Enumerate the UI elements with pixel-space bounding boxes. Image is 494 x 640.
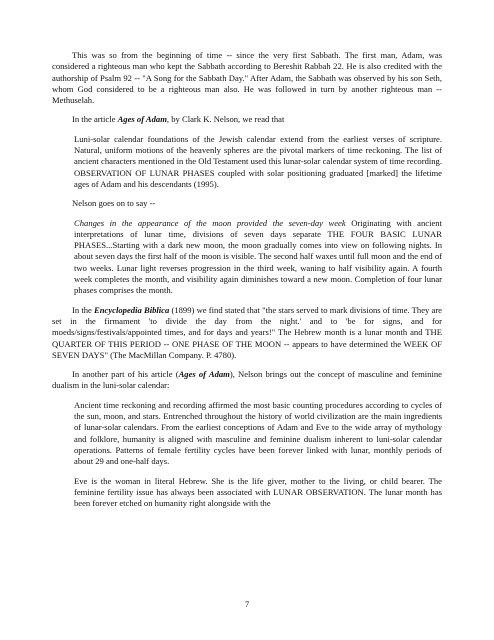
text-run: In another part of his article (: [72, 369, 179, 380]
page-number: 7: [244, 599, 250, 609]
paragraph-adam-sabbath: This was so from the beginning of time -- since the very first Sabbath. The first man, Adam, was considered a righteous man who kept the Sabbath according to Bereshit Rabbah 22. He is also credited with the authorship of Psalm 92 -- "A Song for the Sabbath Day." After Adam, the Sabbath was observed by his son Seth, whom God considered to be a righteous man also. He was followed in turn by another righteous man -- Methuselah.: [52, 50, 442, 106]
article-title: Ages of Adam: [178, 369, 230, 380]
paragraph-dualism-intro: [52, 369, 442, 392]
text-run: In the article: [72, 114, 118, 125]
text-run: ), Nelson brings out the concept of masculine and feminine dualism in the luni-solar calendar:: [52, 369, 442, 391]
text-run: , by Clark K. Nelson, we read that: [166, 114, 285, 125]
block-quote-time-reckoning: Ancient time reckoning and recording affirmed the most basic counting procedures according to cycles of the sun, moon, and stars. Entrenched throughout the history of world civilization are the main ingredients of lunar-solar calendars. From the earliest conceptions of Adam and Eve to the wide array of mythology and folklore, humanity is aligned with masculine and feminine dualism inherent to luni-solar calendar operations. Patterns of female fertility cycles have been forever linked with lunar, monthly periods of about 29 and one-half days.: [74, 399, 442, 467]
paragraph-nelson-continues: Nelson goes on to say --: [72, 198, 156, 209]
article-title: Ages of Adam: [117, 114, 167, 125]
text-run: (1899) we find stated that "the stars served to mark divisions of time. They are set in the firmament 'to divide the day from the night.' and to 'be for signs, and for moeds/signs/festivals/appointed times, and for days and years!" The Hebrew month is a lunar month and THE QUARTER OF THIS PERIOD -- ONE PHASE OF THE MOON -- appears to have determined the WEEK OF SEVEN DAYS" (The MacMillan Company. P. 4780).: [52, 304, 442, 360]
text-run: In the: [72, 304, 95, 315]
paragraph-encyclopedia-biblica: [52, 305, 442, 361]
paragraph-nelson-intro: [52, 114, 442, 125]
quote-body: Originating with ancient interpretations of lunar time, divisions of seven days separate THE FOUR BASIC LUNAR PHASES...Starting with a dark new moon, the moon gradually comes into view on following nights. In about seven days the first half of the moon is visible. The second half waxes until full moon and the end of two weeks. Lunar light reverses progression in the third week, waning to half visibility again. A fourth week completes the month, and visibility again diminishes toward a new moon. Completion of four lunar phases comprises the month.: [74, 217, 442, 296]
block-quote-moon-phases: [74, 218, 442, 297]
book-title: Encyclopedia Biblica: [94, 304, 170, 315]
block-quote-luni-solar: Luni-solar calendar foundations of the Jewish calendar extend from the earliest verses of scripture. Natural, uniform motions of the heavenly spheres are the pivotal markers of time reckoning. The list of ancient characters mentioned in the Old Testament used this lunar-solar calendar system of time recording. OBSERVATION OF LUNAR PHASES coupled with solar positioning graduated [marked] the lifetime ages of Adam and his descendants (1995).: [74, 133, 442, 189]
quote-italic-heading: Changes in the appearance of the moon provided the seven-day week: [74, 217, 346, 228]
block-quote-eve: Eve is the woman in literal Hebrew. She is the life giver, mother to the living, or child bearer. The feminine fertility issue has always been associated with LUNAR OBSERVATION. The lunar month has been forever etched on humanity right alongside with the: [74, 475, 442, 509]
